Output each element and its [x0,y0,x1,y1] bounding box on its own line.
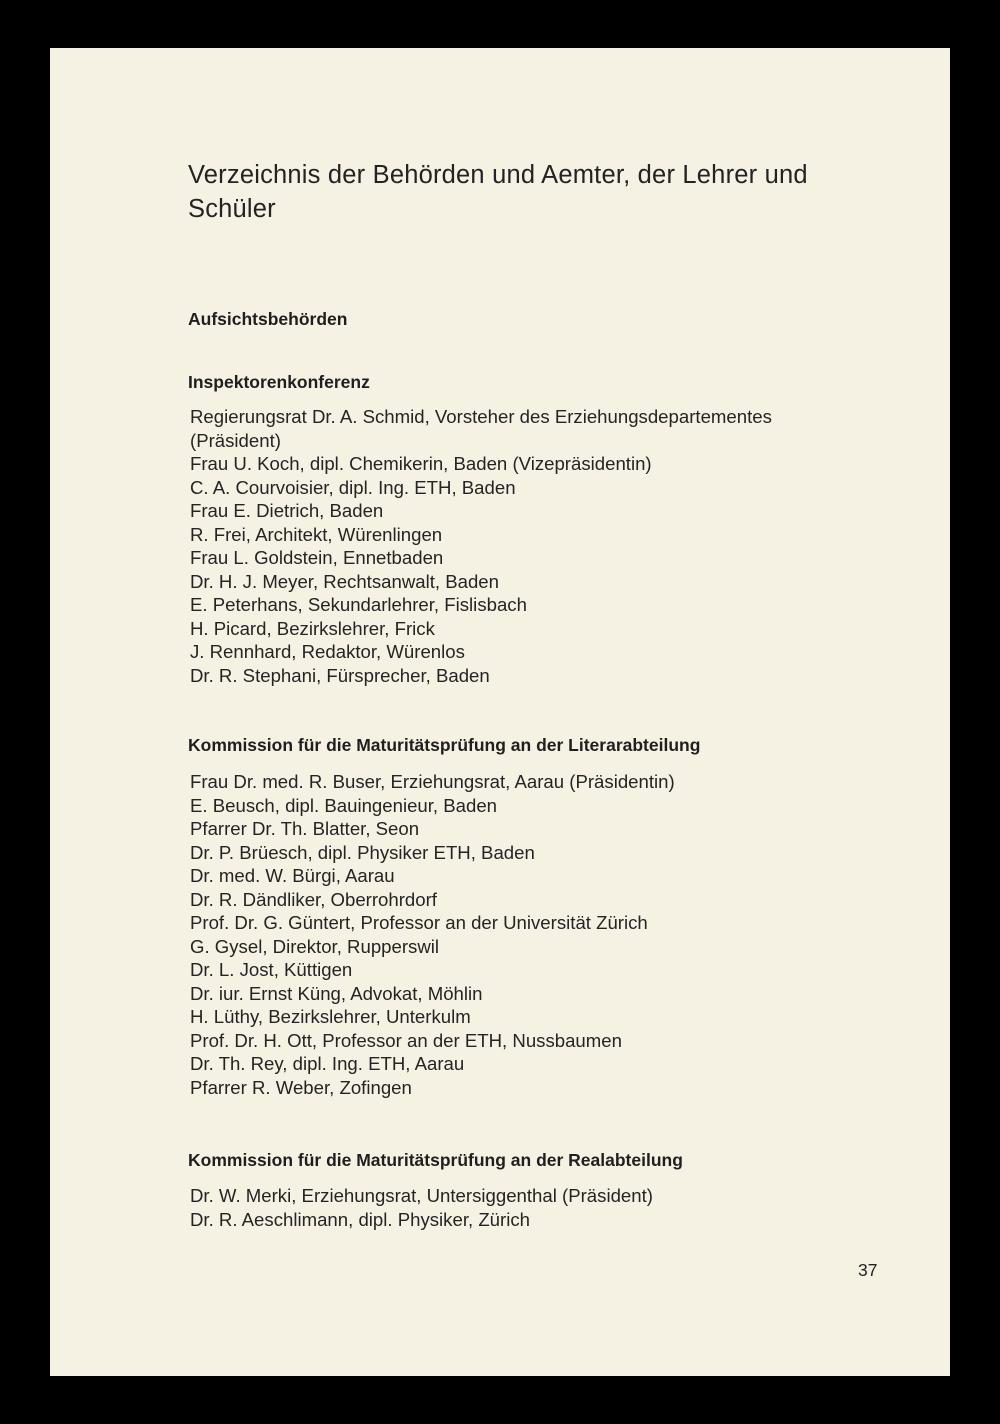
document-title-line-1: Verzeichnis der Behörden und Aemter, der Lehrer und [188,161,808,189]
list-item: R. Frei, Architekt, Würenlingen [190,523,443,545]
list-item: Prof. Dr. G. Güntert, Professor an der Universität Zürich [190,912,648,933]
list-item: E. Peterhans, Sekundarlehrer, Fislisbach [190,594,527,615]
list-item: Dr. Th. Rey, dipl. Ing. ETH, Aarau [190,1053,465,1074]
member-list-literarabteilung [190,770,675,1099]
list-item: Pfarrer R. Weber, Zofingen [190,1076,412,1098]
member-list-inspektorenkonferenz [190,405,772,687]
list-item: Prof. Dr. H. Ott, Professor an der ETH, Nussbaumen [190,1029,622,1051]
list-item: Pfarrer Dr. Th. Blatter, Seon [190,818,420,839]
list-item: Dr. med. W. Bürgi, Aarau [190,865,395,886]
list-item: J. Rennhard, Redaktor, Würenlos [190,641,465,662]
list-item: H. Lüthy, Bezirkslehrer, Unterkulm [190,1006,471,1027]
list-item: G. Gysel, Direktor, Rupperswil [190,935,440,957]
list-item: Regierungsrat Dr. A. Schmid, Vorsteher des Erziehungsdepartementes [190,406,772,427]
list-item: Frau E. Dietrich, Baden [190,500,384,521]
list-item: E. Beusch, dipl. Bauingenieur, Baden [190,794,498,816]
document-title [188,158,908,226]
list-item: C. A. Courvoisier, dipl. Ing. ETH, Baden [190,476,516,498]
member-list-realabteilung [190,1184,653,1231]
list-item: Dr. H. J. Meyer, Rechtsanwalt, Baden [190,570,499,592]
list-item: Dr. R. Stephani, Fürsprecher, Baden [190,664,490,686]
list-item: Frau U. Koch, dipl. Chemikerin, Baden (Vizepräsidentin) [190,453,652,474]
list-item: Dr. L. Jost, Küttigen [190,959,353,980]
list-item: Dr. R. Aeschlimann, dipl. Physiker, Zürich [190,1208,530,1230]
list-item: H. Picard, Bezirkslehrer, Frick [190,617,435,639]
list-item: Dr. R. Dändliker, Oberrohrdorf [190,888,437,910]
list-item: Dr. W. Merki, Erziehungsrat, Untersiggenthal (Präsident) [190,1185,653,1206]
list-item: Dr. iur. Ernst Küng, Advokat, Möhlin [190,982,483,1004]
list-item: Dr. P. Brüesch, dipl. Physiker ETH, Baden [190,841,535,863]
group-heading-literarabteilung: Kommission für die Maturitätsprüfung an der Literarabteilung [188,735,701,755]
document-title-line-2: Schüler [188,195,276,223]
document-page [50,48,950,1376]
group-heading-inspektorenkonferenz: Inspektorenkonferenz [188,372,370,392]
list-item: (Präsident) [190,429,281,451]
list-item: Frau Dr. med. R. Buser, Erziehungsrat, Aarau (Präsidentin) [190,771,675,792]
list-item: Frau L. Goldstein, Ennetbaden [190,547,444,568]
page-number: 37 [858,1260,878,1280]
group-heading-realabteilung: Kommission für die Maturitätsprüfung an der Realabteilung [188,1150,683,1170]
section-heading-aufsichtsbehoerden: Aufsichtsbehörden [188,309,348,329]
